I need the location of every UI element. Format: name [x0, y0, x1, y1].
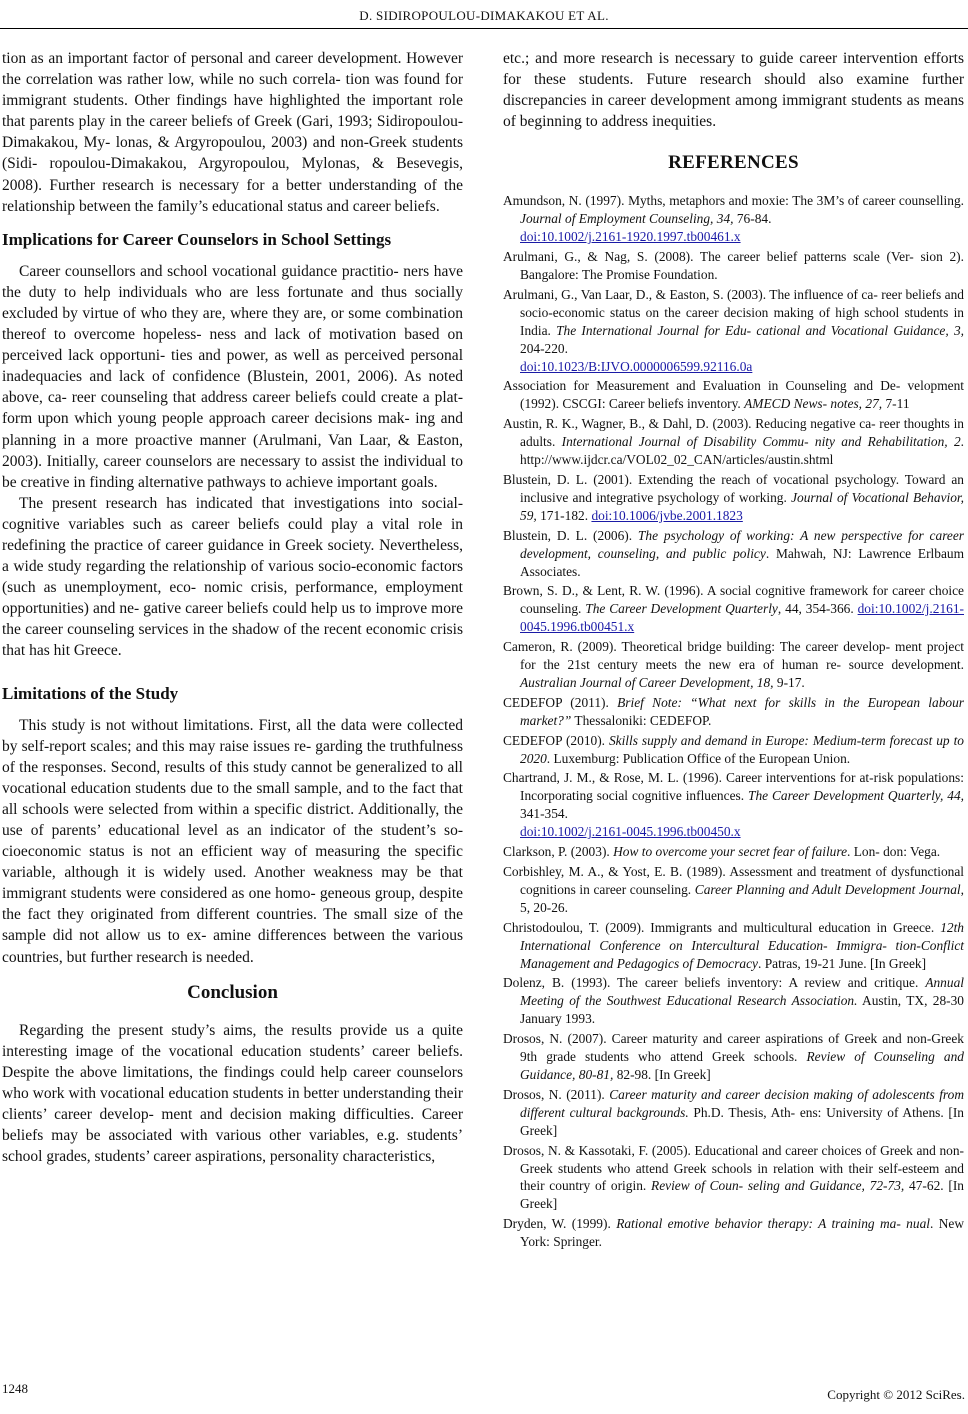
reference-item [503, 638, 964, 692]
doi-link[interactable]: doi:10.1023/B:IJVO.0000006599.92116.0a [520, 358, 753, 374]
reference-text: Dryden, W. (1999). [503, 1216, 617, 1232]
reference-details: 76-84. [733, 211, 772, 227]
reference-item [503, 732, 964, 768]
section-heading-implications: Implications for Career Counselors in School Settings [2, 229, 392, 249]
reference-details: , 44, 354-366. [777, 601, 858, 617]
reference-details: . Luxemburg: Publication Office of the European Union. [546, 750, 851, 766]
reference-source: International Journal of Disability Commu- nity and Rehabilitation, 2 [561, 434, 961, 450]
reference-source: The Career Development Quarterly, 44, [748, 788, 964, 804]
reference-item [503, 192, 964, 246]
reference-source: Review of Counseling and Guidance, 80-81, [520, 1049, 964, 1082]
reference-item [503, 769, 964, 841]
reference-details: Thessaloniki: CEDEFOP. [571, 712, 712, 728]
reference-item [503, 863, 964, 917]
conclusion-paragraph: Regarding the present study’s aims, the results provide us a quite interesting image of the vocational education students’ career beliefs. Despite the above limitations, the findings could help career counselors who work with vocational education students in better understanding their clients’ career develop- ment and decision making difficulties. Career beliefs may be associated with various other variables, e.g. students’ school grades, students’ career aspirations, personality characteristics, [2, 1021, 463, 1166]
reference-text: Drosos, N. (2011). [503, 1086, 610, 1102]
reference-item [503, 1030, 964, 1084]
reference-text: Drosos, N. (2007). Career maturity and career aspirations of Greek and non-Greek 9th grade students who attend Greek schools. [503, 1031, 964, 1065]
reference-source: Brief Note: “What next for skills in the European labour market?” [520, 694, 964, 728]
reference-source: Career Planning and Adult Development Journal [694, 881, 961, 897]
reference-text: Amundson, N. (1997). Myths, metaphors and moxie: The 3M’s of career counselling. [503, 193, 964, 209]
header-rule [0, 28, 968, 29]
reference-text: Drosos, N. & Kassotaki, F. (2005). Educational and career choices of Greek and non-Greek students who attend Greek schools in relation with their self-esteem and their country of origin. [503, 1142, 964, 1194]
reference-source: 12th International Conference on Intercultural Education- Immigra- tion-Conflict Management and Pedagogics of Democracy [520, 919, 964, 971]
reference-details: 204-220. [520, 340, 568, 356]
reference-source: The Career Development Quarterly [585, 601, 778, 617]
reference-text: Dolenz, B. (1993). The career beliefs inventory: A review and critique. [503, 975, 926, 991]
doi-line [520, 228, 964, 246]
reference-item [503, 919, 964, 973]
reference-details: , 5, 20-26. [520, 881, 964, 915]
reference-text: CEDEFOP (2011). [503, 694, 618, 710]
reference-details: Austin, TX, 28-30 January 1993. [520, 993, 965, 1027]
doi-link[interactable]: doi:10.1006/jvbe.2001.1823 [591, 507, 743, 523]
reference-item [503, 582, 964, 636]
implications-paragraph-2: The present research has indicated that investigations into social-cognitive variables such as career beliefs could play a vital role in redefining the practice of career guidance in Greek society. Nevertheless, a wide study regarding the relationship of various socio-economic factors (such as unemployment, eco- nomic crisis, performance, employment opportunities) and ne- gative career beliefs could help us to improve more the career counseling services in the shadow of the recent economic crisis that has hit Greece. [2, 494, 463, 660]
implications-paragraph-1: Career counsellors and school vocational guidance practitio- ners have the duty to help individuals who are less fortunate and thus socially excluded by virtue of who they are, where they are, or some combination thereof to overcome hopeless- ness and lack of motivation based on perceived lack opportuni- ties and power, as well as perceived personal inadequacies and lack of confidence (Blustein, 2001, 2006). As noted above, ca- reer counseling that address career beliefs could create a plat- form upon which young people approach career decisions mak- ing and planning in a more proactive manner (Arulmani, Van Laar, & Easton, 2003). Initially, career counselors are necessary to assist the individual to be creative in finding alternative pathways to achieve important goals. [2, 262, 463, 491]
reference-details: 341-354. [520, 806, 568, 822]
page-number: 1248 [2, 1381, 28, 1396]
reference-text: Christodoulou, T. (2009). Immigrants and multicultural education in Greece. [503, 919, 941, 935]
reference-source: How to overcome your secret fear of failure [613, 844, 848, 860]
reference-text: Arulmani, G., & Nag, S. (2008). The career belief patterns scale (Ver- sion 2). Bangalore: The Promise Foundation. [503, 249, 964, 282]
reference-source: Annual Meeting of the Southwest Educational Research Association. [520, 975, 964, 1009]
reference-item [503, 1215, 964, 1251]
reference-text: Austin, R. K., Wagner, B., & Dahl, D. (2003). Reducing negative ca- reer thoughts in adults. [503, 416, 964, 450]
reference-text: CEDEFOP (2010). [503, 732, 609, 748]
reference-source: Rational emotive behavior therapy: A training ma- nual [616, 1216, 930, 1232]
reference-list [503, 192, 964, 1251]
reference-item [503, 377, 964, 413]
reference-text: Blustein, D. L. (2006). [503, 527, 638, 543]
reference-details: 7-11 [882, 396, 910, 412]
doi-line [520, 358, 964, 376]
reference-source: Career maturity and career decision making of adolescents from different cultural backgrounds. [520, 1086, 964, 1120]
reference-item [503, 415, 964, 469]
right-column [503, 48, 964, 1253]
reference-details: 47-62. [In Greek] [520, 1178, 964, 1212]
reference-item [503, 248, 964, 284]
doi-link[interactable]: doi:10.1002/j.2161-0045.1996.tb00450.x [520, 824, 741, 840]
doi-link[interactable]: doi:10.1002/j.2161-1920.1997.tb00461.x [520, 229, 741, 245]
reference-source: Skills supply and demand in Europe: Medium-term forecast up to 2020 [520, 732, 964, 766]
doi-line [520, 823, 964, 841]
reference-details: 171-182. [536, 507, 592, 523]
reference-item [503, 974, 964, 1028]
reference-details: 82-98. [In Greek] [613, 1066, 711, 1082]
section-heading-limitations: Limitations of the Study [2, 683, 179, 703]
reference-item [503, 527, 964, 581]
reference-details: 9-17. [773, 674, 805, 690]
intro-paragraph: tion as an important factor of personal and career development. However the correlation was rather low, while no such correla- tion was found for immigrant students. Other findings have highlighted the important role that parents play in the career beliefs of Greek (Gari, 1993; Sidiropoulou-Dimakakou, My- lonas, & Argyropoulou, 2003) and non-Greek students (Sidi- ropoulou-Dimakakou, Argyropoulou, Mylonas, & Besevegis, 2008). Further research is necessary for a better understanding of the relationship between the family’s educational status and career beliefs. [2, 50, 463, 215]
section-heading-conclusion: Conclusion [187, 981, 278, 1003]
reference-source: Review of Coun- seling and Guidance, 72-73, [651, 1178, 905, 1194]
running-header: D. SIDIROPOULOU-DIMAKAKOU ET AL. [359, 8, 609, 23]
reference-item [503, 843, 964, 861]
reference-text: Clarkson, P. (2003). [503, 844, 614, 860]
copyright-notice: Copyright © 2012 SciRes. [827, 1387, 965, 1402]
reference-details: . Lon- don: Vega. [847, 844, 941, 860]
reference-details: Ph.D. Thesis, Ath- ens: University of Athens. [In Greek] [520, 1104, 964, 1138]
reference-item [503, 1086, 964, 1140]
limitations-paragraph: This study is not without limitations. First, all the data were collected by self-report scales; and this may raise issues re- garding the truthfulness of the responses. Second, results of this study cannot be generalized to all vocational education students due to the small sample, and to the fact that all schools were selected from within a specific district. Additionally, the use of parents’ educational level as an indicator of the student’s so- cioeconomic status is not an efficient way of measuring the specific variable, although it is widely used. Another weakness may be that immigrant students were considered as one homo- geneous group, despite the fact they originated from different countries. The small size of the sample did not allow us to ex- amine differences between the various countries, but further research is needed. [2, 716, 463, 966]
reference-details: . New York: Springer. [520, 1216, 964, 1250]
reference-text: Arulmani, G., Van Laar, D., & Easton, S. (2003). The influence of ca- reer beliefs and socio-economic status on the career decision making of high school students in India. [503, 286, 964, 338]
reference-details: . Mahwah, NJ: Lawrence Erlbaum Associates. [520, 545, 964, 579]
reference-source: Journal of Employment Counseling, 34, [520, 211, 734, 227]
reference-text: Association for Measurement and Evaluation in Counseling and De- velopment (1992). CSCGI: Career beliefs inventory. [503, 378, 964, 412]
reference-source: The psychology of working: A new perspective for career development, counseling, and public policy [520, 527, 965, 561]
reference-text: Brown, S. D., & Lent, R. W. (1996). A social cognitive framework for career choice counseling. [503, 583, 964, 617]
reference-details: . Patras, 19-21 June. [In Greek] [758, 955, 927, 971]
reference-text: Corbishley, M. A., & Yost, E. B. (1989). Assessment and treatment of dysfunctional cognitions in career counseling. [503, 864, 964, 897]
reference-details: . http://www.ijdcr.ca/VOL02_02_CAN/articles/austin.shtml [520, 434, 964, 468]
reference-text: Blustein, D. L. (2001). Extending the reach of vocational psychology. Toward an inclusive and integrative psychology of working. [503, 471, 964, 505]
reference-item [503, 471, 964, 525]
reference-source: Australian Journal of Career Development, 18, [520, 674, 774, 690]
left-column [2, 48, 463, 1167]
continuation-paragraph: etc.; and more research is necessary to guide career intervention efforts for these students. Future research should also examine further discrepancies in career development among immigrant students as means of beginning to address inequities. [503, 50, 964, 131]
reference-source: The International Journal for Edu- cational and Vocational Guidance, 3, [556, 322, 965, 338]
references-heading: REFERENCES [668, 152, 799, 174]
doi-link[interactable]: doi:10.1002/j.2161-0045.1996.tb00451.x [520, 601, 964, 635]
reference-item [503, 1142, 964, 1214]
reference-text: Cameron, R. (2009). Theoretical bridge building: The career develop- ment project for the 21st century meets the new era of human re- source development. [503, 639, 964, 673]
reference-source: AMECD News- notes, 27, [744, 396, 883, 412]
reference-item [503, 286, 964, 376]
reference-source: Journal of Vocational Behavior, 59, [520, 489, 964, 523]
reference-text: Chartrand, J. M., & Rose, M. L. (1996). Career interventions for at-risk populations: Incorporating social cognitive influences. [503, 770, 964, 804]
reference-item [503, 694, 964, 730]
